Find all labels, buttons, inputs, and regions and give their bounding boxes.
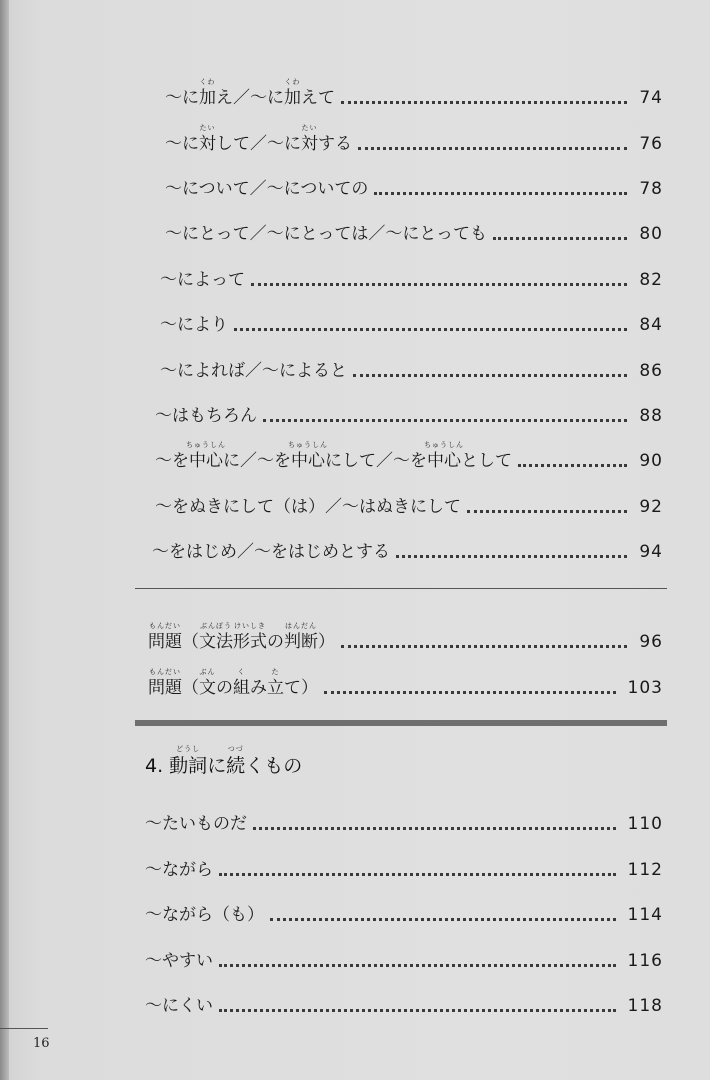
ruby-base [284,622,318,653]
toc-entry-page: 88 [639,406,663,427]
toc-entry [145,840,663,880]
ruby-base [226,745,246,778]
furigana: ちゅうしん [288,441,328,450]
furigana: ぶん [199,668,216,677]
toc-entry-page: 110 [627,814,663,835]
toc-entry [160,250,663,290]
book-spine-shadow [0,0,9,1080]
ruby-base [199,622,233,653]
dot-leader [467,510,627,513]
kanji-text: 中心 [427,451,461,472]
text-run: ～はもちろん [155,406,257,427]
dot-leader [353,374,627,377]
toc-entry [165,204,663,244]
dot-leader [219,873,616,876]
dot-leader [358,147,627,150]
ruby-base [267,668,284,699]
text-run: として [461,451,512,472]
toc-entry-page: 86 [639,361,663,382]
text-run: 4. [145,755,170,777]
toc-entry-page: 96 [639,632,663,653]
toc-entry [152,522,663,562]
toc-entry-page: 78 [639,179,663,200]
furigana: ちゅうしん [186,441,226,450]
toc-entry-page: 76 [639,134,663,155]
dot-leader [396,555,627,558]
toc-entry-page: 90 [639,451,663,472]
dot-leader [251,283,627,286]
toc-entry-label [145,815,247,834]
furigana: ぶんぽう [200,622,232,631]
kanji-text: 動詞 [169,755,208,777]
kanji-text: 文法 [199,632,233,653]
text-run: ～やすい [145,951,213,972]
dot-leader [341,101,627,104]
dot-leader [253,827,616,830]
toc-entry-label [145,997,213,1016]
toc-entry-label [165,78,335,109]
kanji-text: 問題 [148,632,182,653]
toc-entry-label [145,906,264,925]
toc-entry-label [160,362,347,381]
text-run: くもの [245,755,303,777]
ruby-base [199,668,216,699]
toc-entry-page: 116 [627,951,663,972]
toc-entry-page: 112 [627,860,663,881]
kanji-text: 問題 [148,678,182,699]
furigana: くわ [284,78,301,87]
chapter-divider [135,720,667,726]
text-run: （ [182,632,199,653]
ruby-base [301,124,318,155]
furigana: くわ [199,78,216,87]
toc-entry [148,612,663,652]
section-4-heading [145,745,303,778]
kanji-text: 立 [267,678,284,699]
toc-entry-label [155,498,461,517]
toc-entry-page: 114 [627,905,663,926]
toc-entry [145,885,663,925]
kanji-text: 文 [199,678,216,699]
ruby-base [284,78,301,109]
kanji-text: 判断 [284,632,318,653]
toc-entry [155,386,663,426]
furigana: もんだい [149,668,181,677]
text-run: にして／～を [325,451,427,472]
text-run: ～にくい [145,996,213,1017]
text-run: ～にとって／～にとっては／～にとっても [165,224,487,245]
kanji-text: 組 [233,678,250,699]
toc-entry [165,68,663,108]
toc-entry-page: 92 [639,497,663,518]
kanji-text: 加 [284,88,301,109]
text-run: の [216,678,233,699]
kanji-text: 対 [199,134,216,155]
toc-entry [155,477,663,517]
dot-leader [263,419,627,422]
furigana: どうし [176,745,201,753]
ruby-base [233,668,250,699]
ruby-base [424,441,464,472]
kanji-text: 中心 [291,451,325,472]
text-run: ～に [165,134,199,155]
kanji-text: 加 [199,88,216,109]
furigana: た [271,668,280,677]
kanji-text: 形式 [233,632,267,653]
furigana: く [237,668,246,677]
dot-leader [270,918,616,921]
toc-entry [145,976,663,1016]
ruby-base [233,622,267,653]
text-run: ～について／～についての [165,179,369,200]
ruby-base [288,441,328,472]
text-run: の [267,632,284,653]
toc-entry [165,159,663,199]
kanji-text: 中心 [189,451,223,472]
text-run: に [207,755,227,777]
section-divider [135,588,667,589]
toc-entry-label [148,622,335,653]
ruby-base [199,124,216,155]
toc-entry-page: 80 [639,224,663,245]
furigana: ちゅうしん [424,441,464,450]
toc-entry-page: 84 [639,315,663,336]
toc-entry-label [160,316,228,335]
text-run: して／～に [216,134,301,155]
text-run: に／～を [223,451,291,472]
text-run: ～により [160,315,228,336]
text-run: ～をぬきにして（は）／～はぬきにして [155,497,461,518]
toc-entry-label [148,668,318,699]
toc-entry-label [155,441,512,472]
text-run: ～たいものだ [145,814,247,835]
toc-entry [148,658,663,698]
furigana: もんだい [149,622,181,631]
furigana: たい [199,124,216,133]
text-run: ～を [155,451,189,472]
page-number: 16 [33,1036,50,1051]
toc-entry-label [145,952,213,971]
toc-entry-label [160,271,245,290]
text-run: ～によって [160,270,245,291]
dot-leader [219,1009,616,1012]
toc-entry-label [155,407,257,426]
dot-leader [374,192,627,195]
toc-entry-page: 82 [639,270,663,291]
dot-leader [518,464,627,467]
text-run: ～によれば／～によると [160,361,347,382]
ruby-base [148,668,182,699]
toc-entry-page: 94 [639,542,663,563]
furigana: たい [301,124,318,133]
furigana: けいしき [234,622,266,631]
text-run: て） [284,678,318,699]
dot-leader [324,691,616,694]
dot-leader [341,645,627,648]
toc-entry-label [145,861,213,880]
text-run: ） [318,632,335,653]
toc-entry [165,114,663,154]
ruby-base [199,78,216,109]
toc-entry [160,341,663,381]
furigana: つづ [227,745,244,753]
text-run: え／～に [216,88,284,109]
dot-leader [493,237,627,240]
toc-entry [145,794,663,834]
toc-entry [155,431,663,471]
text-run: ～ながら [145,860,213,881]
ruby-base [148,622,182,653]
text-run: えて [301,88,335,109]
text-run: み [250,678,267,699]
toc-entry-page: 74 [639,88,663,109]
toc-entry-page: 103 [627,678,663,699]
text-run: する [318,134,352,155]
toc-entry-label [152,543,390,562]
text-run: ～をはじめ／～をはじめとする [152,542,390,563]
text-run: ～ながら（も） [145,905,264,926]
kanji-text: 続 [226,755,246,777]
toc-entry [160,295,663,335]
toc-entry-label [165,124,352,155]
toc-entry [145,931,663,971]
ruby-base [169,745,208,778]
toc-entry-page: 118 [627,996,663,1017]
furigana: はんだん [285,622,317,631]
toc-entry-label [165,180,368,199]
ruby-base [186,441,226,472]
kanji-text: 対 [301,134,318,155]
folio-rule [0,1028,48,1029]
dot-leader [219,964,616,967]
text-run: ～に [165,88,199,109]
text-run: （ [182,678,199,699]
dot-leader [234,328,627,331]
toc-entry-label [165,225,487,244]
